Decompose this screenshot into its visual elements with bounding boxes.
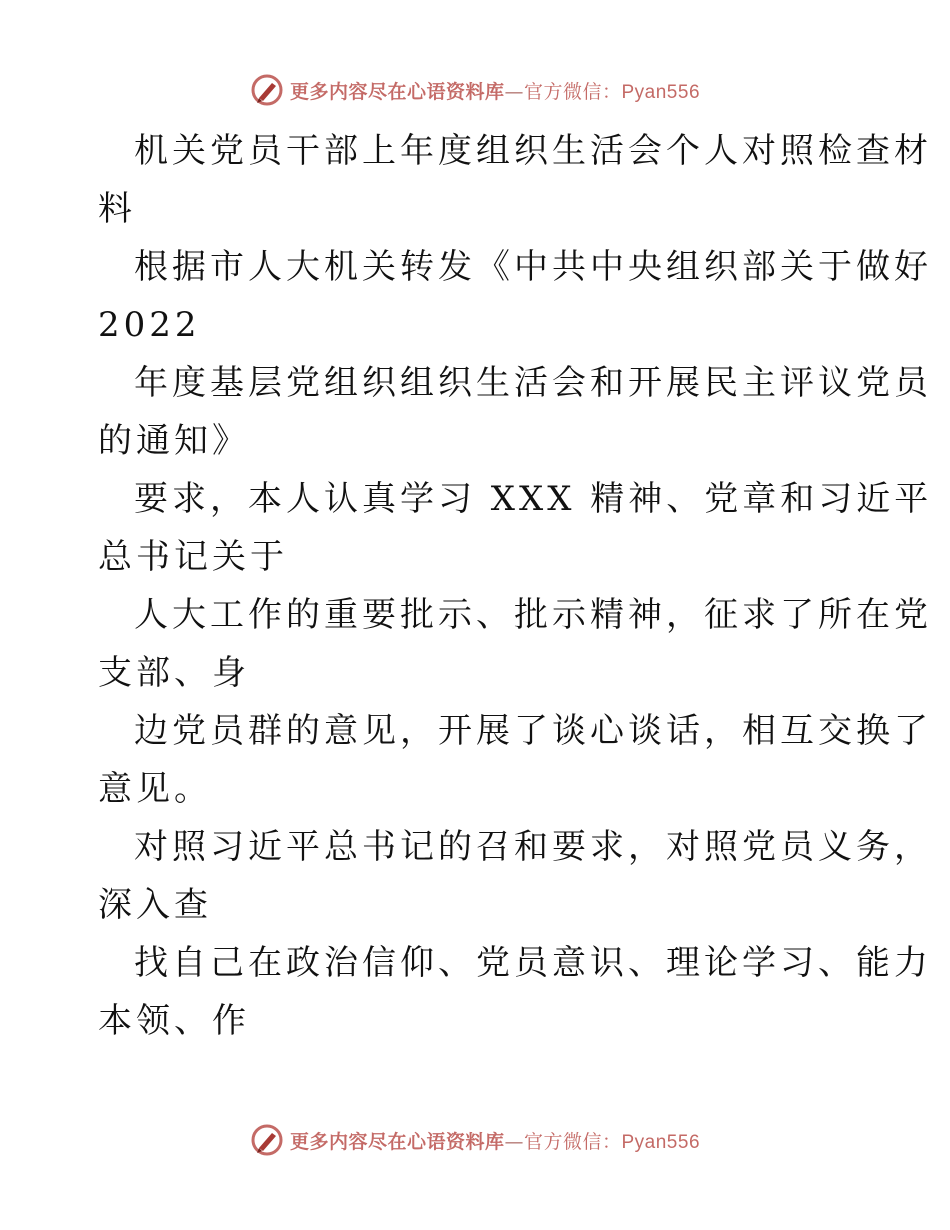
header-banner-separator: — bbox=[504, 80, 524, 103]
header-banner-text bbox=[290, 77, 700, 104]
footer-banner-separator: — bbox=[504, 1130, 524, 1153]
document-line-15: 找自己在政治信仰、党员意识、理论学习、能力 bbox=[134, 943, 932, 983]
document-line-6: 的通知》 bbox=[98, 421, 250, 461]
document-line-5: 年度基层党组织组织生活会和开展民主评议党员 bbox=[134, 363, 932, 403]
document-line-16: 本领、作 bbox=[98, 1001, 250, 1041]
footer-banner-text bbox=[290, 1127, 700, 1154]
document-line-14: 深入查 bbox=[98, 885, 212, 925]
pen-circle-logo-icon bbox=[250, 1123, 284, 1157]
footer-banner-wechat-id: Pyan556 bbox=[621, 1131, 701, 1153]
header-banner bbox=[0, 70, 950, 110]
document-line-9: 人大工作的重要批示、批示精神，征求了所在党 bbox=[134, 595, 932, 635]
footer-banner-main: 更多内容尽在心语资料库 bbox=[289, 1130, 505, 1153]
document-line-3: 根据市人大机关转发《中共中央组织部关于做好 bbox=[134, 247, 932, 287]
pen-circle-logo-icon bbox=[250, 73, 284, 107]
document-line-11: 边党员群的意见，开展了谈心谈话，相互交换了 bbox=[134, 711, 932, 751]
document-line-7: 要求，本人认真学习 XXX 精神、党章和习近平 bbox=[134, 479, 933, 519]
footer-banner-wechat-label: 官方微信： bbox=[523, 1130, 622, 1153]
document-line-10: 支部、身 bbox=[98, 653, 250, 693]
header-banner-main: 更多内容尽在心语资料库 bbox=[289, 80, 505, 103]
document-line-8: 总书记关于 bbox=[98, 537, 288, 577]
document-body bbox=[98, 122, 933, 1050]
document-line-2: 料 bbox=[98, 189, 136, 229]
document-line-13: 对照习近平总书记的召和要求，对照党员义务， bbox=[134, 827, 932, 867]
document-line-12: 意见。 bbox=[98, 769, 212, 809]
document-line-1: 机关党员干部上年度组织生活会个人对照检查材 bbox=[134, 131, 932, 171]
document-line-4: 2022 bbox=[98, 305, 201, 345]
footer-banner bbox=[0, 1120, 950, 1160]
header-banner-wechat-label: 官方微信： bbox=[523, 80, 622, 103]
header-banner-wechat-id: Pyan556 bbox=[621, 81, 701, 103]
